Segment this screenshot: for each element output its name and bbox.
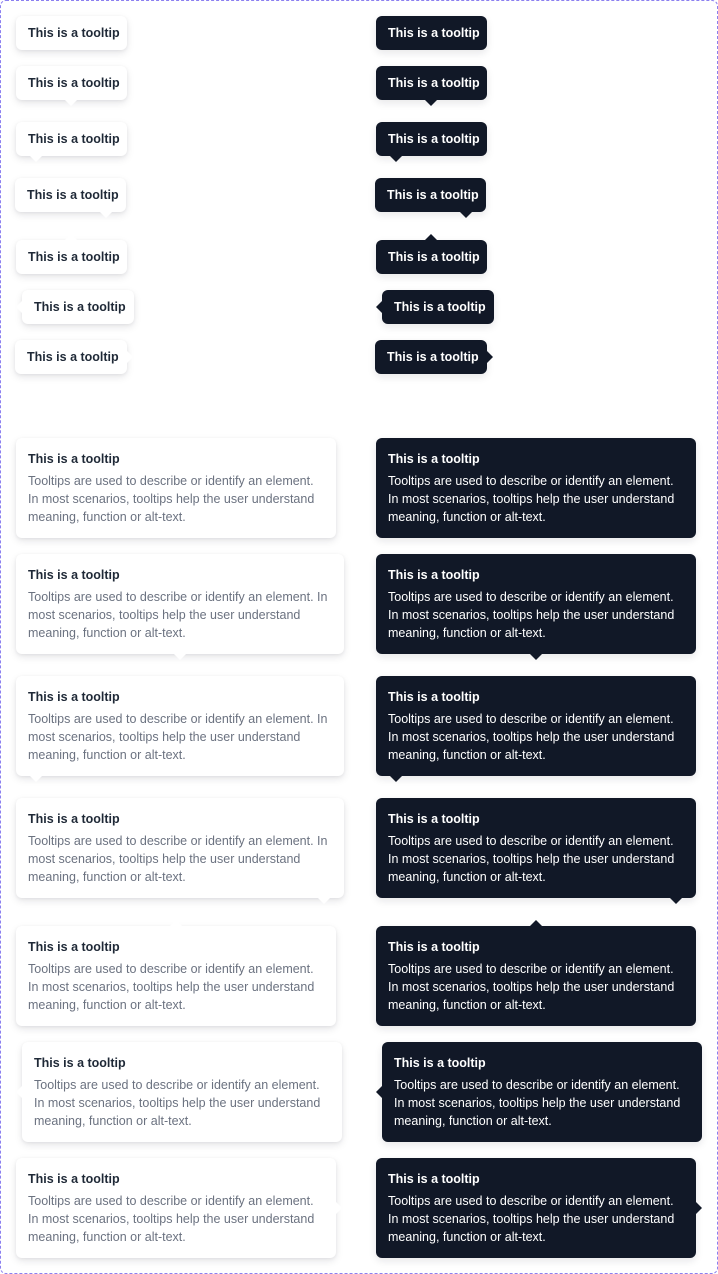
tooltip-arrow-down [174,654,186,660]
tooltip-light-small-arrow-right [15,340,127,374]
tooltip-dark-large-no-arrow [376,438,696,538]
tooltip-arrow-down [670,898,682,904]
tooltip-dark-small-arrow-right [375,340,487,374]
tooltip-arrow-down [30,776,42,782]
tooltip-title: This is a tooltip [387,350,479,364]
tooltip-dark-large-arrow-right [376,1158,696,1258]
tooltip-title: This is a tooltip [394,1056,486,1070]
tooltip-arrow-down [425,100,437,106]
tooltip-arrow-down [30,156,42,162]
tooltip-light-large-arrow-bottom-right [16,798,344,898]
tooltip-title: This is a tooltip [28,690,120,704]
tooltip-dark-small-arrow-bottom-center [376,66,487,100]
tooltip-arrow-up [530,920,542,926]
tooltip-title: This is a tooltip [28,940,120,954]
tooltip-arrow-left [16,301,22,313]
tooltip-description: Tooltips are used to describe or identify an element. In most scenarios, tooltips help the user understand meaning, function or alt-text. [388,474,675,524]
tooltip-description: Tooltips are used to describe or identify an element. In most scenarios, tooltips help the user understand meaning, function or alt-text. [388,590,675,640]
tooltip-light-large-arrow-top-center [16,926,336,1026]
tooltip-title: This is a tooltip [34,300,126,314]
tooltip-title: This is a tooltip [388,452,480,466]
tooltip-title: This is a tooltip [28,26,120,40]
tooltip-description: Tooltips are used to describe or identify an element. In most scenarios, tooltips help the user understand meaning, function or alt-text. [28,1194,315,1244]
tooltip-light-large-no-arrow [16,438,336,538]
tooltip-arrow-left [376,301,382,313]
tooltip-light-large-arrow-right [16,1158,336,1258]
tooltip-light-small-arrow-bottom-right [15,178,126,212]
tooltip-arrow-down [100,212,112,218]
tooltip-arrow-down [390,776,402,782]
tooltip-dark-large-arrow-bottom-right [376,798,696,898]
tooltip-arrow-right [696,1202,702,1214]
tooltip-dark-small-arrow-left [382,290,494,324]
tooltip-title: This is a tooltip [388,1172,480,1186]
tooltip-dark-large-arrow-top-center [376,926,696,1026]
tooltip-description: Tooltips are used to describe or identify an element. In most scenarios, tooltips help the user understand meaning, function or alt-text. [28,474,315,524]
tooltip-title: This is a tooltip [27,350,119,364]
tooltip-arrow-down [390,156,402,162]
tooltip-light-large-arrow-left [22,1042,342,1142]
tooltip-description: Tooltips are used to describe or identify an element. In most scenarios, tooltips help the user understand meaning, function or alt-text. [388,962,675,1012]
tooltip-light-small-arrow-bottom-left [16,122,127,156]
tooltip-light-small-arrow-top-center [16,240,127,274]
tooltip-title: This is a tooltip [388,26,480,40]
tooltip-dark-small-arrow-bottom-left [376,122,487,156]
tooltip-arrow-up [170,920,182,926]
tooltip-title: This is a tooltip [388,940,480,954]
tooltip-title: This is a tooltip [28,812,120,826]
tooltip-title: This is a tooltip [388,812,480,826]
tooltip-title: This is a tooltip [388,76,480,90]
tooltip-description: Tooltips are used to describe or identify an element. In most scenarios, tooltips help the user understand meaning, function or alt-text. [28,590,328,640]
tooltip-description: Tooltips are used to describe or identify an element. In most scenarios, tooltips help the user understand meaning, function or alt-text. [28,962,315,1012]
tooltip-title: This is a tooltip [387,188,479,202]
tooltip-dark-small-arrow-top-center [376,240,487,274]
tooltip-title: This is a tooltip [28,76,120,90]
tooltip-arrow-right [336,1202,342,1214]
tooltip-title: This is a tooltip [394,300,486,314]
tooltip-light-large-arrow-bottom-center [16,554,344,654]
tooltip-light-small-no-arrow [16,16,127,50]
tooltip-arrow-up [425,234,437,240]
tooltip-title: This is a tooltip [388,568,480,582]
tooltip-title: This is a tooltip [28,452,120,466]
tooltip-arrow-down [530,654,542,660]
tooltip-description: Tooltips are used to describe or identify an element. In most scenarios, tooltips help the user understand meaning, function or alt-text. [28,712,328,762]
tooltip-dark-small-arrow-bottom-right [375,178,486,212]
tooltip-description: Tooltips are used to describe or identify an element. In most scenarios, tooltips help the user understand meaning, function or alt-text. [388,1194,675,1244]
tooltip-light-small-arrow-bottom-center [16,66,127,100]
tooltip-description: Tooltips are used to describe or identify an element. In most scenarios, tooltips help the user understand meaning, function or alt-text. [394,1078,681,1128]
tooltip-dark-large-arrow-bottom-left [376,676,696,776]
tooltip-dark-large-arrow-left [382,1042,702,1142]
tooltip-arrow-down [460,212,472,218]
tooltip-light-small-arrow-left [22,290,134,324]
tooltip-arrow-down [65,100,77,106]
tooltip-arrow-right [127,351,133,363]
tooltip-arrow-right [487,351,493,363]
tooltip-arrow-left [376,1086,382,1098]
tooltip-dark-large-arrow-bottom-center [376,554,696,654]
tooltip-description: Tooltips are used to describe or identify an element. In most scenarios, tooltips help the user understand meaning, function or alt-text. [28,834,328,884]
tooltip-title: This is a tooltip [388,690,480,704]
tooltip-title: This is a tooltip [27,188,119,202]
tooltip-title: This is a tooltip [388,250,480,264]
tooltip-title: This is a tooltip [28,250,120,264]
tooltip-light-large-arrow-bottom-left [16,676,344,776]
tooltip-description: Tooltips are used to describe or identify an element. In most scenarios, tooltips help the user understand meaning, function or alt-text. [34,1078,321,1128]
tooltip-arrow-up [65,234,77,240]
tooltip-title: This is a tooltip [28,132,120,146]
tooltip-arrow-down [318,898,330,904]
tooltip-title: This is a tooltip [388,132,480,146]
tooltip-description: Tooltips are used to describe or identify an element. In most scenarios, tooltips help the user understand meaning, function or alt-text. [388,712,675,762]
tooltip-arrow-left [16,1086,22,1098]
tooltip-title: This is a tooltip [28,1172,120,1186]
tooltip-description: Tooltips are used to describe or identify an element. In most scenarios, tooltips help the user understand meaning, function or alt-text. [388,834,675,884]
tooltip-title: This is a tooltip [28,568,120,582]
tooltip-dark-small-no-arrow [376,16,487,50]
tooltip-title: This is a tooltip [34,1056,126,1070]
